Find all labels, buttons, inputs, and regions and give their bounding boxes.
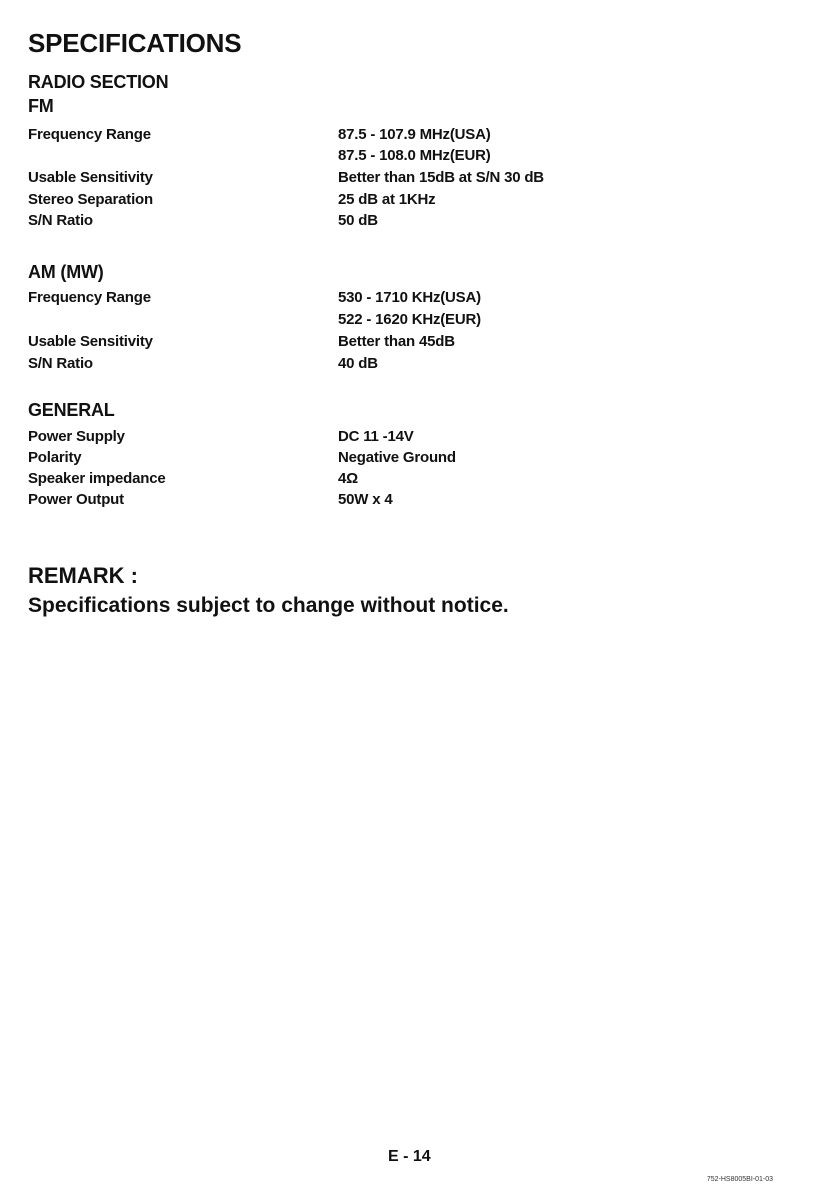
- spec-label: Stereo Separation: [28, 191, 153, 208]
- radio-section-heading: RADIO SECTION: [28, 72, 169, 92]
- spec-label: Power Output: [28, 491, 124, 508]
- spec-value: Better than 45dB: [338, 333, 455, 350]
- spec-label: Speaker impedance: [28, 470, 166, 487]
- remark-text: Specifications subject to change without notice.: [28, 594, 509, 617]
- page-title: SPECIFICATIONS: [28, 28, 242, 58]
- fm-heading: FM: [28, 96, 54, 116]
- spec-label: Frequency Range: [28, 289, 151, 306]
- spec-label: S/N Ratio: [28, 212, 93, 229]
- document-code: 752-HS8005BI-01-03: [706, 1176, 773, 1183]
- spec-value: Negative Ground: [338, 449, 456, 466]
- spec-label: Power Supply: [28, 428, 125, 445]
- spec-value: 87.5 - 107.9 MHz(USA): [338, 126, 491, 143]
- spec-value: 50W x 4: [338, 491, 393, 508]
- spec-label: Polarity: [28, 449, 82, 466]
- spec-value: 40 dB: [338, 355, 378, 372]
- spec-value: 87.5 - 108.0 MHz(EUR): [338, 147, 491, 164]
- spec-label: Usable Sensitivity: [28, 169, 153, 186]
- spec-value: Better than 15dB at S/N 30 dB: [338, 169, 544, 186]
- spec-label: S/N Ratio: [28, 355, 93, 372]
- remark-title: REMARK :: [28, 563, 138, 588]
- spec-label: Frequency Range: [28, 126, 151, 143]
- spec-value: 530 - 1710 KHz(USA): [338, 289, 481, 306]
- spec-value: 4Ω: [338, 470, 358, 487]
- general-heading: GENERAL: [28, 400, 115, 420]
- spec-value: DC 11 -14V: [338, 428, 414, 445]
- spec-label: Usable Sensitivity: [28, 333, 153, 350]
- spec-value: 50 dB: [338, 212, 378, 229]
- spec-value: 25 dB at 1KHz: [338, 191, 436, 208]
- spec-value: 522 - 1620 KHz(EUR): [338, 311, 481, 328]
- am-heading: AM (MW): [28, 262, 104, 282]
- page-number: E - 14: [388, 1148, 431, 1165]
